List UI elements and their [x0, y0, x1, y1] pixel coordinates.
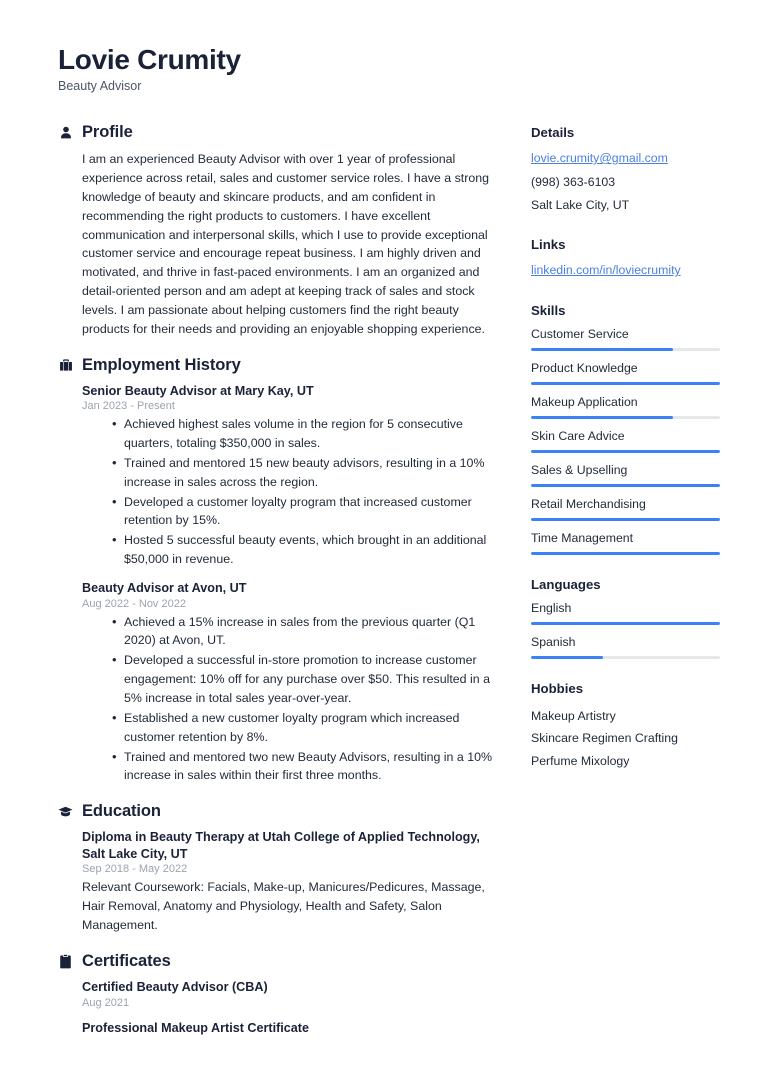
section-title-education: Education — [82, 802, 161, 821]
skill-label: Customer Service — [531, 326, 629, 341]
language-bar-fill — [531, 622, 720, 625]
page-title: Lovie Crumity — [58, 44, 241, 75]
bullet-item: • Trained and mentored 15 new beauty advisors, resulting in a 10% increase in sales across the region. — [112, 454, 501, 492]
language-label: Spanish — [531, 634, 576, 649]
graduation-cap-icon — [58, 804, 73, 819]
skill-bar-track — [531, 348, 720, 351]
skill-item — [531, 327, 720, 351]
bullet-item: • Achieved a 15% increase in sales from the previous quarter (Q1 2020) at Avon, UT. — [112, 613, 501, 651]
sidebar-block-details — [531, 125, 720, 215]
language-bar-track — [531, 656, 720, 659]
entry-date: Aug 2021 — [82, 996, 130, 1009]
skill-bar-fill — [531, 382, 720, 385]
skill-item — [531, 463, 720, 487]
skill-item — [531, 361, 720, 385]
section-education — [58, 802, 501, 935]
skill-bar-fill — [531, 450, 720, 453]
education-entry — [82, 829, 501, 935]
entry-date: Sep 2018 - May 2022 — [82, 863, 188, 876]
resume-header — [58, 44, 710, 93]
sidebar-block-skills — [531, 303, 720, 555]
entry-bullets — [82, 415, 501, 569]
person-icon — [58, 125, 73, 140]
section-body-education — [58, 829, 501, 935]
profile-text: I am an experienced Beauty Advisor with over 1 year of professional experience across retail, sales and customer service roles. I have a strong knowledge of beauty and skincare products, and am confident in recommending the right products to customers. I have excellent communication and interpersonal skills, which I use to provide exceptional customer service and encourage repeat business. I am highly driven and motivated, and thrive in fast-paced environments. I am an organized and detail-oriented person and am adept at keeping track of sales and stock levels. I am passionate about helping customers find the right beauty products for their needs and providing an enjoyable shopping experience. — [82, 152, 490, 336]
entry-bullets — [82, 613, 501, 786]
email-link[interactable]: lovie.crumity@gmail.com — [531, 151, 668, 166]
section-body-certificates — [58, 979, 501, 1036]
skill-item — [531, 395, 720, 419]
section-profile — [58, 123, 501, 338]
sidebar-title-hobbies: Hobbies — [531, 680, 584, 696]
skill-item — [531, 497, 720, 521]
job-title: Beauty Advisor — [58, 79, 142, 94]
skill-label: Product Knowledge — [531, 360, 638, 375]
employment-entry — [82, 580, 501, 785]
entry-date: Jan 2023 - Present — [82, 400, 175, 413]
employment-entry — [82, 383, 501, 569]
skill-item — [531, 531, 720, 555]
skill-bar-fill — [531, 416, 673, 419]
bullet-item: • Developed a successful in-store promotion to increase customer engagement: 10% off for any purchase over $50. This resulted in a 5% increase in total sales year-over-year. — [112, 651, 501, 708]
skill-bar-fill — [531, 518, 720, 521]
bullet-item: • Achieved highest sales volume in the region for 5 consecutive quarters, totaling $350,000 in sales. — [112, 415, 501, 453]
sidebar — [531, 123, 720, 795]
skill-bar-fill — [531, 484, 720, 487]
skill-bar-track — [531, 450, 720, 453]
skill-bar-track — [531, 416, 720, 419]
briefcase-icon — [58, 358, 73, 373]
language-bar-track — [531, 622, 720, 625]
bullet-item: • Developed a customer loyalty program that increased customer retention by 15%. — [112, 493, 501, 531]
sidebar-title-links: Links — [531, 237, 566, 253]
skill-label: Skin Care Advice — [531, 428, 625, 443]
bullet-item: • Hosted 5 successful beauty events, which brought in an additional $50,000 in revenue. — [112, 531, 501, 569]
resume-body — [58, 123, 710, 1053]
section-title-profile: Profile — [82, 123, 133, 142]
entry-title: Beauty Advisor at Avon, UT — [82, 580, 247, 595]
entry-title: Professional Makeup Artist Certificate — [82, 1020, 309, 1035]
linkedin-link[interactable]: linkedin.com/in/loviecrumity — [531, 263, 681, 278]
entry-date: Aug 2022 - Nov 2022 — [82, 597, 186, 610]
section-employment — [58, 356, 501, 786]
main-column — [58, 123, 501, 1053]
section-header-education — [58, 802, 501, 821]
language-item — [531, 635, 720, 659]
sidebar-block-links — [531, 237, 720, 280]
location-text: Salt Lake City, UT — [531, 198, 630, 213]
hobby-item: Perfume Mixology — [531, 754, 630, 769]
entry-title: Senior Beauty Advisor at Mary Kay, UT — [82, 383, 314, 398]
skill-bar-track — [531, 484, 720, 487]
bullet-item: • Trained and mentored two new Beauty Advisors, resulting in a 10% increase in sales within their first three months. — [112, 748, 501, 786]
sidebar-title-skills: Skills — [531, 302, 566, 318]
language-label: English — [531, 600, 572, 615]
skill-label: Makeup Application — [531, 394, 638, 409]
language-item — [531, 601, 720, 625]
skill-label: Retail Merchandising — [531, 496, 646, 511]
skill-item — [531, 429, 720, 453]
skill-bar-track — [531, 552, 720, 555]
entry-title: Certified Beauty Advisor (CBA) — [82, 979, 268, 994]
hobby-item: Skincare Regimen Crafting — [531, 731, 678, 746]
skill-bar-track — [531, 518, 720, 521]
section-header-profile — [58, 123, 501, 142]
language-bar-fill — [531, 656, 603, 659]
bullet-item: • Established a new customer loyalty program which increased customer retention by 8%. — [112, 709, 501, 747]
sidebar-block-languages — [531, 577, 720, 659]
section-certificates — [58, 952, 501, 1036]
clipboard-icon — [58, 954, 73, 969]
sidebar-title-details: Details — [531, 125, 575, 141]
section-header-certificates — [58, 952, 501, 971]
skill-label: Sales & Upselling — [531, 462, 628, 477]
skill-label: Time Management — [531, 530, 634, 545]
entry-description: Relevant Coursework: Facials, Make-up, Manicures/Pedicures, Massage, Hair Removal, Anatomy and Physiology, Health and Safety, Salon Management. — [82, 880, 485, 933]
phone-text: (998) 363-6103 — [531, 174, 616, 189]
hobby-item: Makeup Artistry — [531, 708, 616, 723]
certificate-entry — [82, 1020, 501, 1037]
section-title-certificates: Certificates — [82, 951, 171, 970]
section-title-employment: Employment History — [82, 355, 241, 374]
section-body-employment — [58, 383, 501, 786]
certificate-entry — [82, 979, 501, 1009]
skill-bar-fill — [531, 552, 720, 555]
skill-bar-track — [531, 382, 720, 385]
section-body-profile — [58, 150, 501, 338]
entry-title: Diploma in Beauty Therapy at Utah College of Applied Technology, Salt Lake City, UT — [82, 830, 480, 861]
skill-bar-fill — [531, 348, 673, 351]
sidebar-title-languages: Languages — [531, 576, 601, 592]
sidebar-block-hobbies — [531, 681, 720, 773]
section-header-employment — [58, 356, 501, 375]
